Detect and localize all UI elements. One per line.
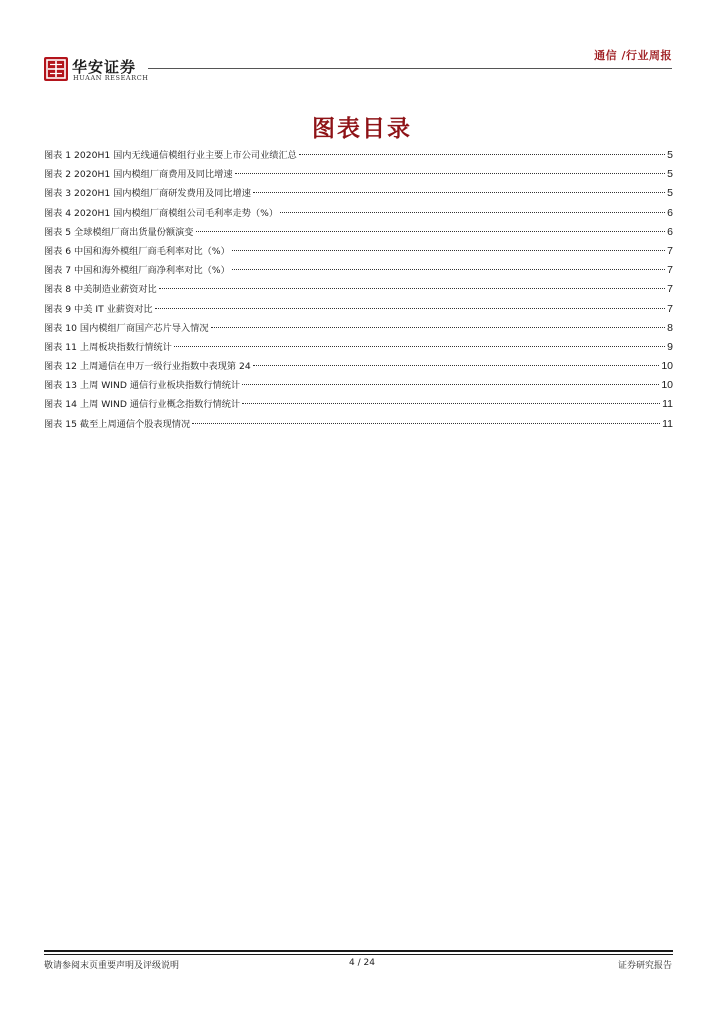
toc-entry[interactable]: [44, 204, 673, 223]
toc-entry[interactable]: [44, 300, 673, 319]
toc-entry[interactable]: [44, 165, 673, 184]
toc-entry-page: 5: [667, 149, 673, 161]
toc-leader-dots: [253, 365, 660, 366]
toc-leader-dots: [232, 269, 665, 270]
page-number: 4 / 24: [349, 958, 375, 968]
toc-entry-label: 图表 11 上周板块指数行情统计: [44, 341, 172, 353]
footer-divider: [44, 950, 673, 952]
toc-entry-label: 图表 9 中美 IT 业薪资对比: [44, 303, 153, 315]
toc-leader-dots: [299, 154, 665, 155]
toc-leader-dots: [159, 288, 665, 289]
toc-leader-dots: [155, 308, 666, 309]
toc-entry-page: 6: [667, 206, 673, 219]
toc-entry[interactable]: [44, 376, 673, 395]
page-header: [0, 0, 724, 80]
toc-leader-dots: [196, 231, 666, 232]
toc-entry[interactable]: [44, 395, 673, 414]
huaan-logo-icon: [44, 57, 68, 81]
toc-entry-label: 图表 2 2020H1 国内模组厂商费用及同比增速: [44, 169, 233, 181]
toc-leader-dots: [242, 384, 659, 385]
toc-entry[interactable]: [44, 357, 673, 376]
toc-leader-dots: [280, 212, 665, 213]
toc-leader-dots: [232, 250, 665, 251]
toc-entry-label: 图表 5 全球模组厂商出货量份额演变: [44, 226, 194, 238]
toc-title: 图表目录: [312, 116, 412, 142]
toc-entry[interactable]: [44, 223, 673, 242]
toc-entry-page: 7: [667, 283, 673, 296]
toc-entry-label: 图表 4 2020H1 国内模组厂商模组公司毛利率走势（%）: [44, 207, 279, 219]
toc-entry-label: 图表 15 截至上周通信个股表现情况: [44, 418, 191, 430]
header-divider: [148, 68, 672, 69]
toc-leader-dots: [242, 403, 660, 404]
toc-entry-page: 11: [662, 398, 673, 411]
toc-entry-page: 10: [661, 360, 673, 373]
toc-entry-page: 5: [667, 168, 673, 181]
toc-leader-dots: [211, 327, 666, 328]
toc-list: [44, 146, 673, 434]
brand-subtitle: HUAAN RESEARCH: [73, 74, 149, 82]
toc-entry-label: 图表 13 上周 WIND 通信行业板块指数行情统计: [44, 380, 241, 392]
toc-entry-label: 图表 1 2020H1 国内无线通信模组行业主要上市公司业绩汇总: [44, 150, 297, 161]
toc-entry-page: 7: [667, 264, 673, 277]
toc-entry-page: 11: [662, 417, 673, 430]
toc-entry[interactable]: [44, 280, 673, 299]
toc-entry-label: 图表 12 上周通信在申万一级行业指数中表现第 24: [44, 361, 251, 373]
toc-entry[interactable]: [44, 319, 673, 338]
toc-leader-dots: [192, 423, 660, 424]
toc-entry[interactable]: [44, 184, 673, 203]
toc-leader-dots: [235, 173, 666, 174]
toc-entry[interactable]: [44, 261, 673, 280]
brand-name: 华安证券: [72, 58, 137, 76]
toc-entry-label: 图表 6 中国和海外模组厂商毛利率对比（%）: [44, 245, 230, 257]
toc-entry-page: 5: [667, 187, 673, 200]
toc-entry-page: 9: [667, 340, 673, 353]
toc-entry-label: 图表 10 国内模组厂商国产芯片导入情况: [44, 322, 209, 334]
footer-divider-thin: [44, 954, 673, 955]
toc-leader-dots: [253, 192, 665, 193]
toc-entry-label: 图表 7 中国和海外模组厂商净利率对比（%）: [44, 265, 230, 277]
document-type: 证券研究报告: [617, 961, 672, 971]
toc-entry[interactable]: [44, 242, 673, 261]
toc-entry-label: 图表 3 2020H1 国内模组厂商研发费用及同比增速: [44, 188, 251, 200]
toc-entry-label: 图表 8 中美制造业薪资对比: [44, 284, 157, 296]
footer-disclaimer: 敬请参阅末页重要声明及评级说明: [44, 961, 180, 971]
toc-entry-page: 6: [667, 225, 673, 238]
toc-entry[interactable]: [44, 415, 673, 434]
toc-entry-label: 图表 14 上周 WIND 通信行业概念指数行情统计: [44, 399, 241, 411]
toc-entry-page: 7: [667, 302, 673, 315]
report-category: 通信 /行业周报: [594, 49, 672, 62]
toc-entry-page: 8: [667, 321, 673, 334]
toc-entry-page: 7: [667, 244, 673, 257]
toc-entry-page: 10: [661, 379, 673, 392]
toc-entry[interactable]: [44, 146, 673, 165]
toc-entry[interactable]: [44, 338, 673, 357]
toc-leader-dots: [174, 346, 665, 347]
